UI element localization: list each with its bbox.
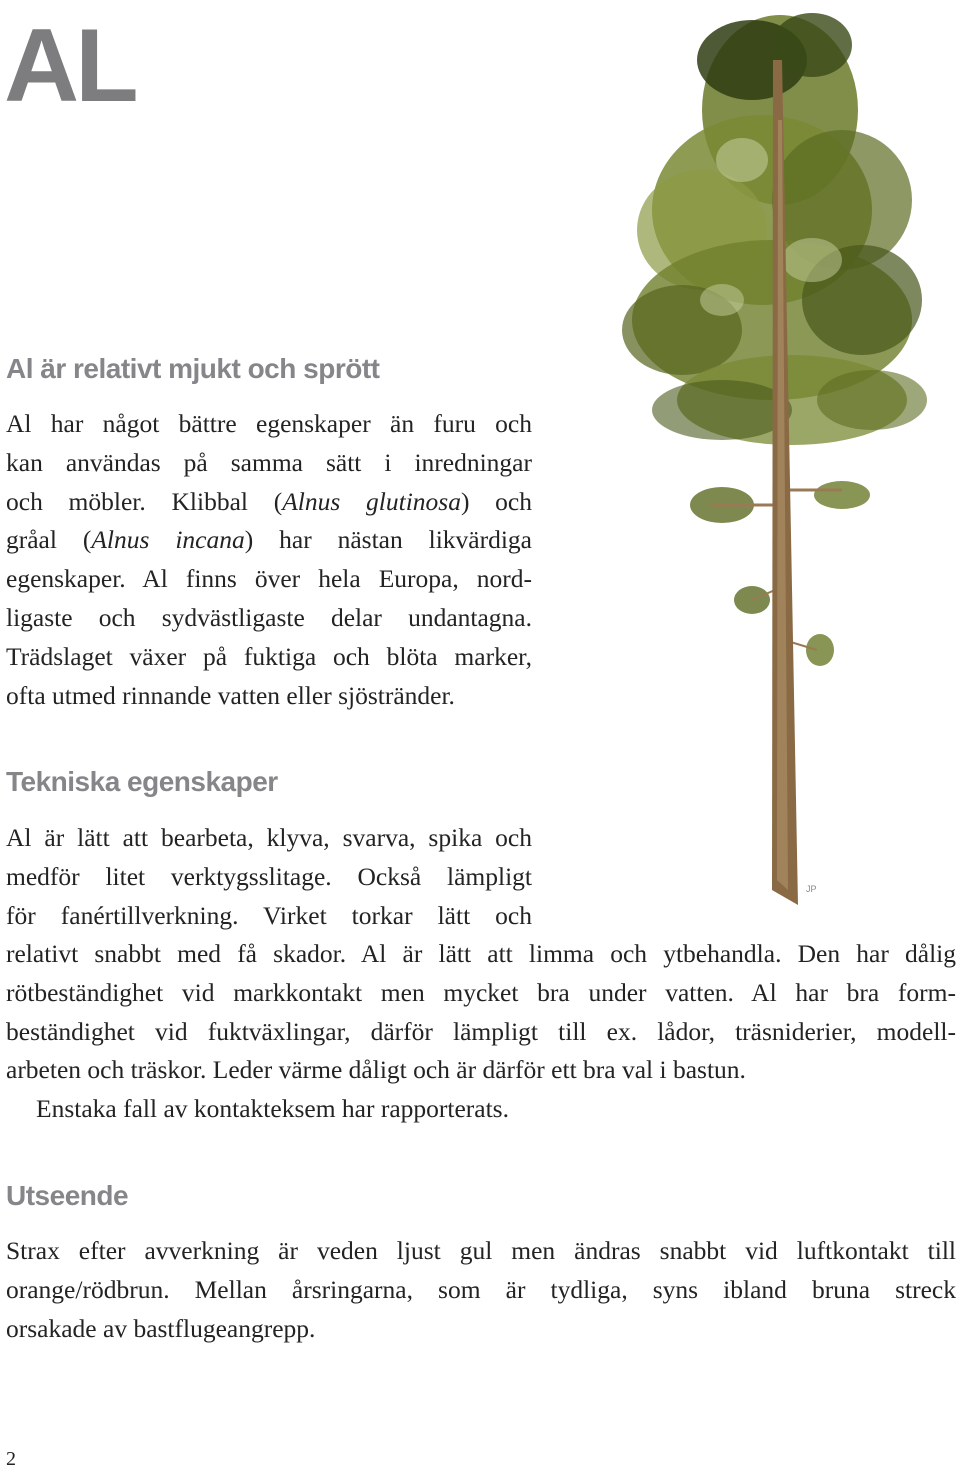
page-title: AL [4, 8, 135, 124]
text-line: relativt snabbt med få skador. Al är lätt att limma och ytbehandla. Den har dålig [6, 939, 956, 968]
text-line: orange/rödbrun. Mellan årsringarna, som är tydliga, syns ibland bruna streck [6, 1274, 956, 1304]
text-run: ) och [460, 486, 532, 516]
artist-signature: JP [806, 884, 817, 894]
text-line: Enstaka fall av kontakteksem har rapporterats. [36, 1094, 509, 1124]
text-line [6, 483, 532, 522]
section-body-appearance [6, 1232, 956, 1348]
text-line: arbeten och träskor. Leder värme dåligt och är därför ett bra val i bastun. [6, 1055, 746, 1085]
section-heading-appearance: Utseende [6, 1180, 129, 1211]
text-run: gråal ( [6, 525, 92, 555]
text-line: Trädslaget växer på fuktiga och blöta marker, [6, 641, 532, 671]
text-line [6, 521, 532, 560]
text-line: orsakade av bastflugeangrepp. [6, 1313, 316, 1343]
text-line: Al har något bättre egenskaper än furu och [6, 409, 532, 438]
page-number: 2 [6, 1448, 16, 1470]
section-heading-technical: Tekniska egenskaper [6, 766, 278, 797]
text-line: ligaste och sydvästligaste delar undantagna. [6, 602, 532, 632]
section-body-technical-lower [6, 935, 956, 1129]
section-heading-properties: Al är relativt mjukt och sprött [6, 353, 380, 384]
section-body-properties [6, 405, 532, 715]
text-line: beständighet vid fuktväxlingar, därför lämpligt till ex. lådor, träsniderier, modell- [6, 1016, 956, 1046]
latin-name: Alnus glutinosa [282, 486, 461, 516]
text-run: och möbler. Klibbal ( [6, 486, 283, 516]
text-line: medför litet verktygsslitage. Också lämpligt [6, 861, 532, 891]
text-line: Al är lätt att bearbeta, klyva, svarva, spika och [6, 823, 532, 852]
text-line: rötbeständighet vid markkontakt men mycket bra under vatten. Al har bra form- [6, 977, 956, 1007]
latin-name: Alnus incana [91, 525, 245, 555]
alder-tree-illustration [612, 0, 960, 920]
text-line: egenskaper. Al finns över hela Europa, nord- [6, 564, 532, 594]
text-line: ofta utmed rinnande vatten eller sjöstränder. [6, 680, 455, 710]
text-run: ) har nästan likvärdiga [244, 525, 532, 555]
text-line: Strax efter avverkning är veden ljust gul men ändras snabbt vid luftkontakt till [6, 1236, 956, 1265]
text-line: kan användas på samma sätt i inredningar [6, 447, 532, 477]
section-body-technical-upper [6, 819, 532, 935]
text-line: för fanértillverkning. Virket torkar lätt och [6, 900, 532, 930]
